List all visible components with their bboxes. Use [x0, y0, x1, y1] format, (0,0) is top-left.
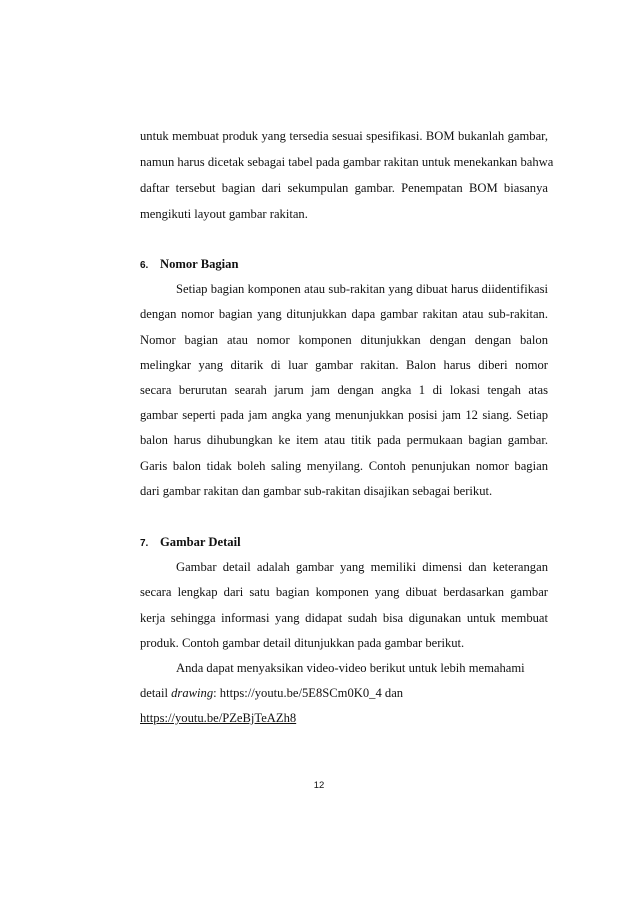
detail-prefix: detail — [140, 686, 172, 700]
section-6-title: Nomor Bagian — [160, 257, 239, 271]
intro-line-1: untuk membuat produk yang tersedia sesuai spesifikasi. BOM bukanlah gambar, — [140, 129, 548, 143]
youtube-link-2-line — [140, 710, 548, 726]
section-7-heading — [140, 534, 241, 552]
section-7-line-4: produk. Contoh gambar detail ditunjukkan pada gambar berikut. — [140, 636, 465, 650]
section-6-heading — [140, 256, 238, 274]
section-7-line-5: Anda dapat menyaksikan video-video berikut untuk lebih memahami — [176, 661, 525, 675]
section-6-line-3: Nomor bagian atau nomor komponen ditunjukkan dengan dengan balon — [140, 333, 548, 347]
section-7-title: Gambar Detail — [160, 535, 241, 549]
section-6-number: 6. — [140, 260, 149, 271]
intro-line-4: mengikuti layout gambar rakitan. — [140, 207, 308, 221]
detail-italic-word: drawing — [171, 686, 214, 700]
section-6-line-9: dari gambar rakitan dan gambar sub-rakitan disajikan sebagai berikut. — [140, 484, 493, 498]
page-number: 12 — [313, 780, 325, 791]
section-7-line-1: Gambar detail adalah gambar yang memiliki dimensi dan keterangan — [176, 560, 548, 574]
intro-line-3: daftar tersebut bagian dari sekumpulan gambar. Penempatan BOM biasanya — [140, 181, 548, 195]
section-6-line-4: melingkar yang ditarik di luar gambar rakitan. Balon harus diberi nomor — [140, 358, 548, 372]
youtube-link-2[interactable]: https://youtu.be/PZeBjTeAZh8 — [140, 711, 297, 725]
section-7-number: 7. — [140, 538, 149, 549]
section-6-line-2: dengan nomor bagian yang ditunjukkan dapa gambar rakitan atau sub-rakitan. — [140, 307, 548, 321]
section-6-line-7: balon harus dihubungkan ke item atau titik pada permukaan bagian gambar. — [140, 433, 548, 447]
section-7-line-3: kerja sehingga informasi yang didapat sudah bisa digunakan untuk membuat — [140, 611, 548, 625]
section-6-line-5: secara berurutan searah jarum jam dengan angka 1 di lokasi tengah atas — [140, 383, 548, 397]
section-6-line-8: Garis balon tidak boleh saling menyilang. Contoh penunjukan nomor bagian — [140, 459, 548, 473]
detail-drawing-line — [140, 685, 548, 701]
youtube-link-1[interactable]: : https://youtu.be/5E8SCm0K0_4 dan — [213, 686, 404, 700]
intro-line-2: namun harus dicetak sebagai tabel pada gambar rakitan untuk menekankan bahwa — [140, 155, 554, 169]
section-7-line-2: secara lengkap dari satu bagian komponen yang dibuat berdasarkan gambar — [140, 585, 548, 599]
section-6-line-1: Setiap bagian komponen atau sub-rakitan yang dibuat harus diidentifikasi — [176, 282, 548, 296]
section-6-line-6: gambar seperti pada jam angka yang menunjukkan posisi jam 12 siang. Setiap — [140, 408, 548, 422]
